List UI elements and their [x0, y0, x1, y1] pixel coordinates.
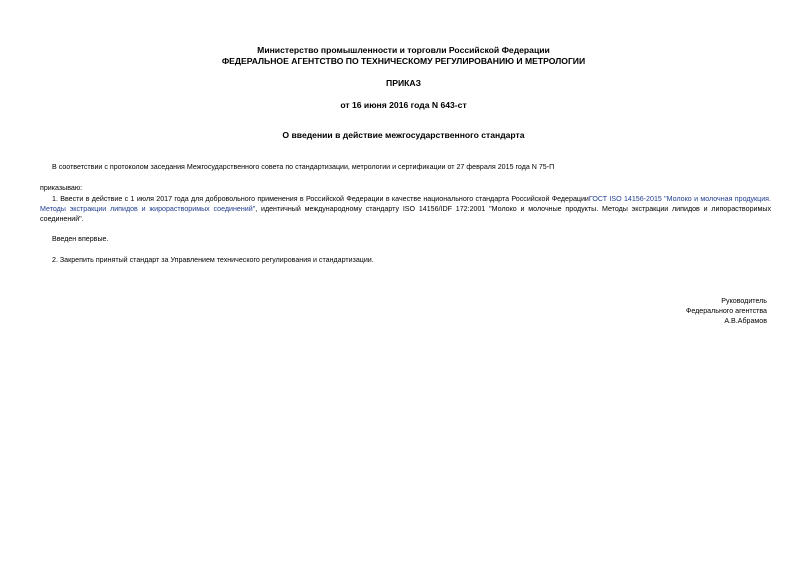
order-item-1	[40, 194, 771, 224]
order-item-2: 2. Закрепить принятый стандарт за Управлением технического регулирования и стандартизации.	[52, 256, 374, 264]
order-item-1-tail: , идентичный международному стандарту ISO 14156/IDF 172:2001 "Молоко и молочные продукты. Методы экстракции липидов и липорастворимых соединений".	[40, 205, 771, 223]
signature-position-line2: Федерального агентства	[685, 307, 767, 315]
document-date-number: от 16 июня 2016 года N 643-ст	[340, 100, 467, 110]
order-word: приказываю:	[40, 184, 83, 192]
introduced-first-note: Введен впервые.	[52, 235, 109, 243]
document-type: ПРИКАЗ	[386, 78, 421, 88]
order-item-1-text: 1. Ввести в действие с 1 июля 2017 года для добровольного применения в Российской Федерации в качестве национального стандарта Российской Федерации	[52, 195, 589, 203]
agency-name: ФЕДЕРАЛЬНОЕ АГЕНТСТВО ПО ТЕХНИЧЕСКОМУ РЕГУЛИРОВАНИЮ И МЕТРОЛОГИИ	[221, 56, 586, 66]
ministry-name: Министерство промышленности и торговли Российской Федерации	[257, 45, 550, 55]
preamble: В соответствии с протоколом заседания Межгосударственного совета по стандартизации, метрологии и сертификации от 27 февраля 2015 года N 75-П	[52, 163, 555, 171]
standard-link[interactable]: ГОСТ ISO 14156-2015 "Молоко и молочная продукция. Методы экстракции липидов и жирорастворимых соединений"	[40, 195, 771, 213]
document-title: О введении в действие межгосударственного стандарта	[282, 130, 525, 140]
signature-position-line1: Руководитель	[721, 297, 767, 305]
signature-name: А.В.Абрамов	[724, 317, 767, 325]
